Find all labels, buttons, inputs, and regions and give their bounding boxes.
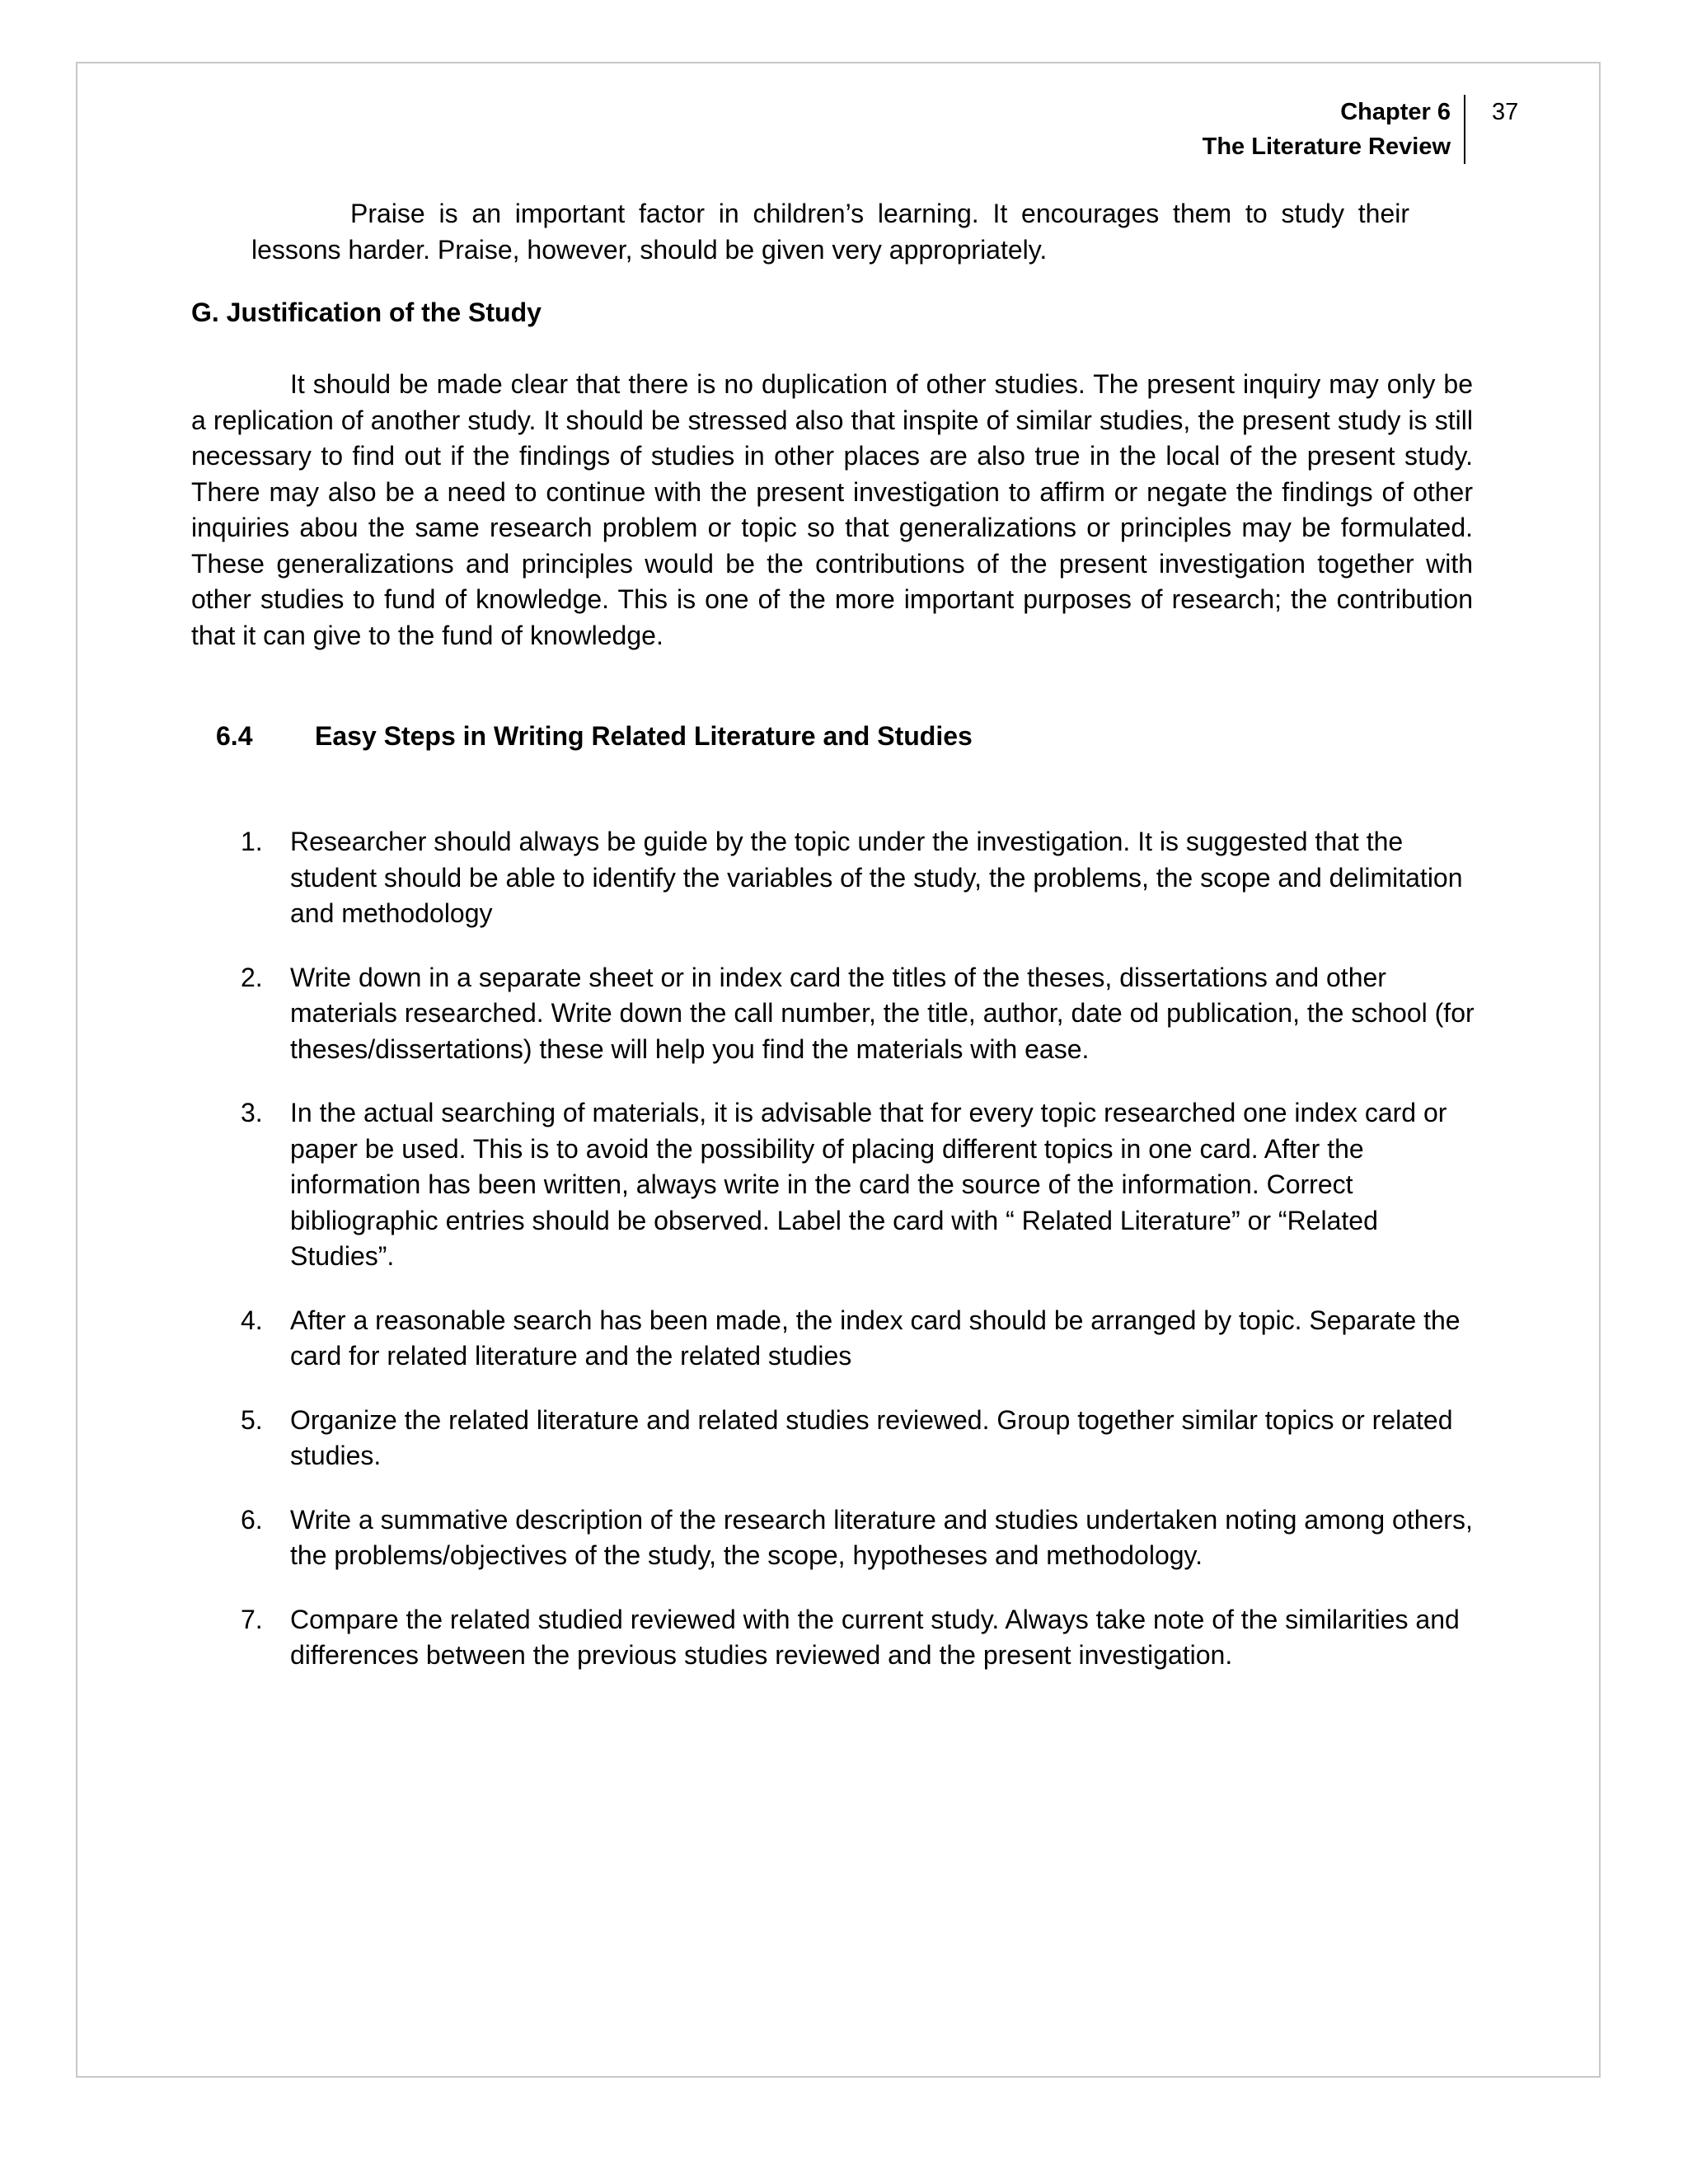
steps-list [231,824,1484,1702]
section-number: 6.4 [216,721,253,751]
list-marker: 6. [241,1504,263,1535]
list-item-text: In the actual searching of materials, it is advisable that for every topic researched one index card or paper be used. This is to avoid the possibility of placing different topics in one card. After the information has been written, always write in the card the source of the information. Correct bibliographic entries should be observed. Label the card with “ Related Literature” or “Related Studies”. [290,1098,1447,1271]
page-number: 37 [1492,99,1519,125]
running-header [1203,95,1465,164]
list-item [231,1095,1484,1275]
list-item-text: Write down in a separate sheet or in index card the titles of the theses, dissertations and other materials researched. Write down the call number, the title, author, date od publication, the school (for theses/dissertations) these will help you find the materials with ease. [290,962,1475,1064]
list-marker: 2. [241,962,263,992]
list-item-text: After a reasonable search has been made, the index card should be arranged by topic. Separate the card for related literature and the related studies [290,1305,1461,1371]
list-item-text: Write a summative description of the research literature and studies undertaken noting among others, the problems/objectives of the study, the scope, hypotheses and methodology. [290,1504,1473,1570]
section-title: Easy Steps in Writing Related Literature and Studies [315,721,973,751]
list-item [231,1602,1484,1674]
list-item [231,824,1484,932]
list-marker: 5. [241,1404,263,1435]
list-item [231,960,1484,1068]
list-item-text: Organize the related literature and related studies reviewed. Group together similar topics or related studies. [290,1404,1453,1470]
chapter-title: The Literature Review [1202,134,1451,160]
list-item [231,1502,1484,1574]
list-item-text: Researcher should always be guide by the topic under the investigation. It is suggested that the student should be able to identify the variables of the study, the problems, the scope and delimitation and methodology [290,827,1463,928]
list-item [231,1303,1484,1375]
section-g-heading: G. Justification of the Study [191,298,542,327]
list-marker: 7. [241,1604,263,1634]
list-marker: 4. [241,1305,263,1335]
section-6-4-heading [216,719,973,754]
intro-paragraph: Praise is an important factor in children’s learning. It encourages them to study their lessons harder. Praise, however, should be given very appropriately. [251,199,1409,265]
list-marker: 1. [241,827,263,856]
section-g-paragraph: It should be made clear that there is no duplication of other studies. The present inquiry may only be a replication of another study. It should be stressed also that inspite of similar studies, the present study is still necessary to find out if the findings of studies in other places are also true in the local of the present study. There may also be a need to continue with the present investigation to affirm or negate the findings of other inquiries abou the same research problem or topic so that generalizations or principles may be formulated. These generalizations and principles would be the contributions of the present investigation together with other studies to fund of knowledge. This is one of the more important purposes of research; the contribution that it can give to the fund of knowledge. [191,369,1473,650]
chapter-label: Chapter 6 [1340,99,1451,125]
list-item [231,1403,1484,1474]
list-item-text: Compare the related studied reviewed with the current study. Always take note of the similarities and differences between the previous studies reviewed and the present investigation. [290,1604,1460,1670]
list-marker: 3. [241,1098,263,1127]
